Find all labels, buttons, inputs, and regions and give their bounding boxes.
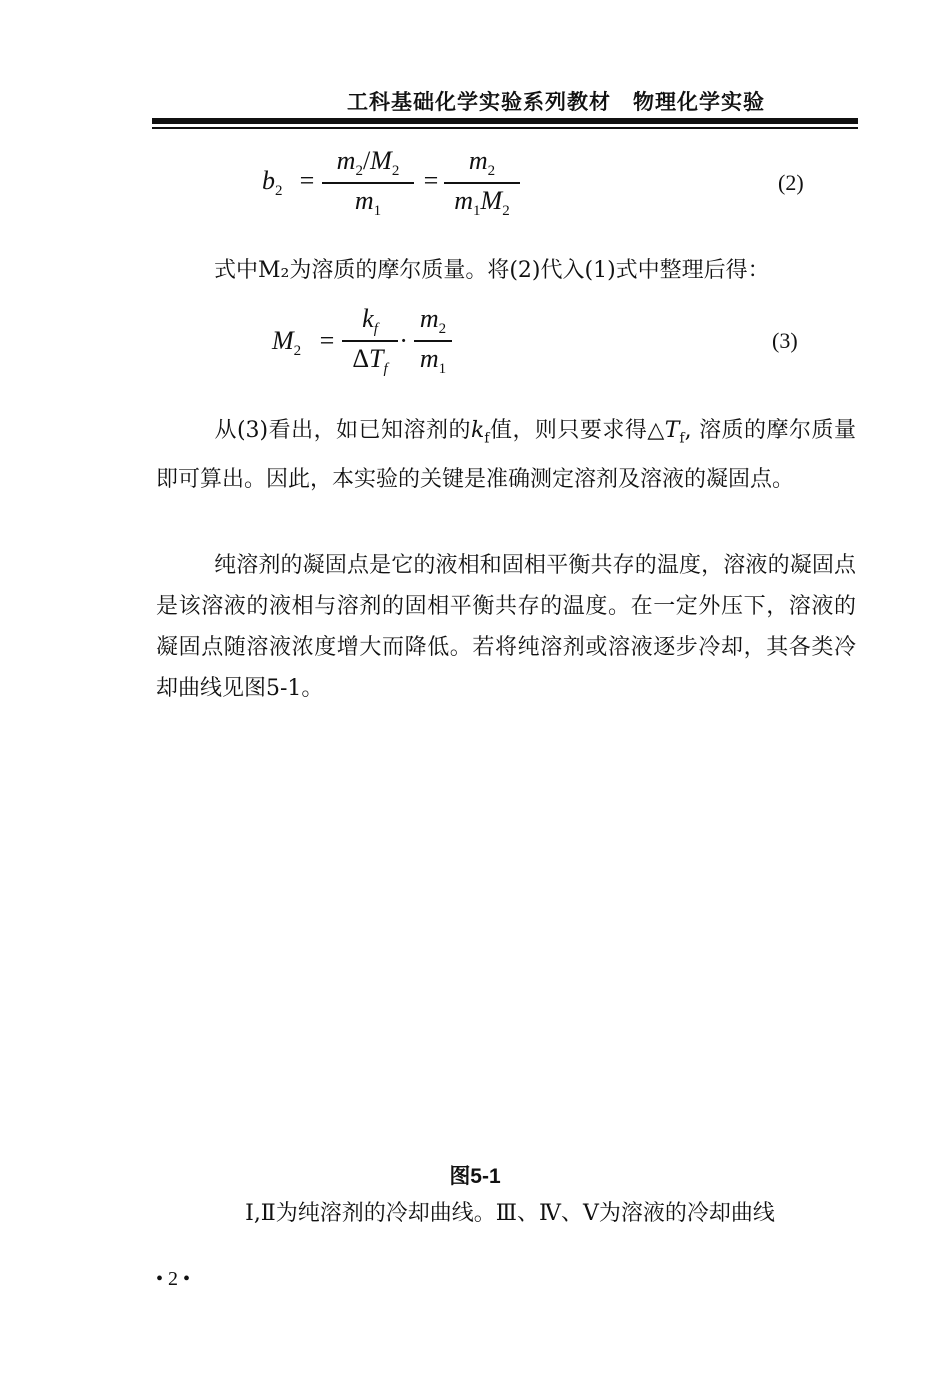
paragraph-1: 式中M₂为溶质的摩尔质量。将(2)代入(1)式中整理后得： (214, 258, 770, 283)
equation-2-label: (2) (778, 170, 804, 195)
figure-note: Ⅰ,Ⅱ为纯溶剂的冷却曲线。Ⅲ、Ⅳ、Ⅴ为溶液的冷却曲线 (245, 1201, 775, 1226)
page-header-title: 工科基础化学实验系列教材 物理化学实验 (347, 90, 765, 114)
figure-caption: 图5-1 (449, 1165, 501, 1188)
paragraph-3: 纯溶剂的凝固点是它的液相和固相平衡共存的温度，溶液的凝固点是该溶液的液相与溶剂的固相平衡共存的温度。在一定外压下，溶液的凝固点随溶液浓度增大而降低。若将纯溶剂或溶液逐步冷却，其各类冷却曲线见图5-1。 (156, 553, 856, 701)
equation-3-label: (3) (772, 328, 798, 353)
paragraph-2: 从(3)看出，如已知溶剂的$k_f$值，则只要求得$\triangle T_f$, 溶质的摩尔质量即可算出。因此，本实验的关键是准确测定溶剂及溶液的凝固点。 (156, 418, 856, 493)
header-rule-thick (152, 118, 858, 124)
figure-5-1-area (152, 740, 858, 1150)
header-rule-thin (152, 127, 858, 129)
page-number: • 2 • (156, 1268, 191, 1290)
